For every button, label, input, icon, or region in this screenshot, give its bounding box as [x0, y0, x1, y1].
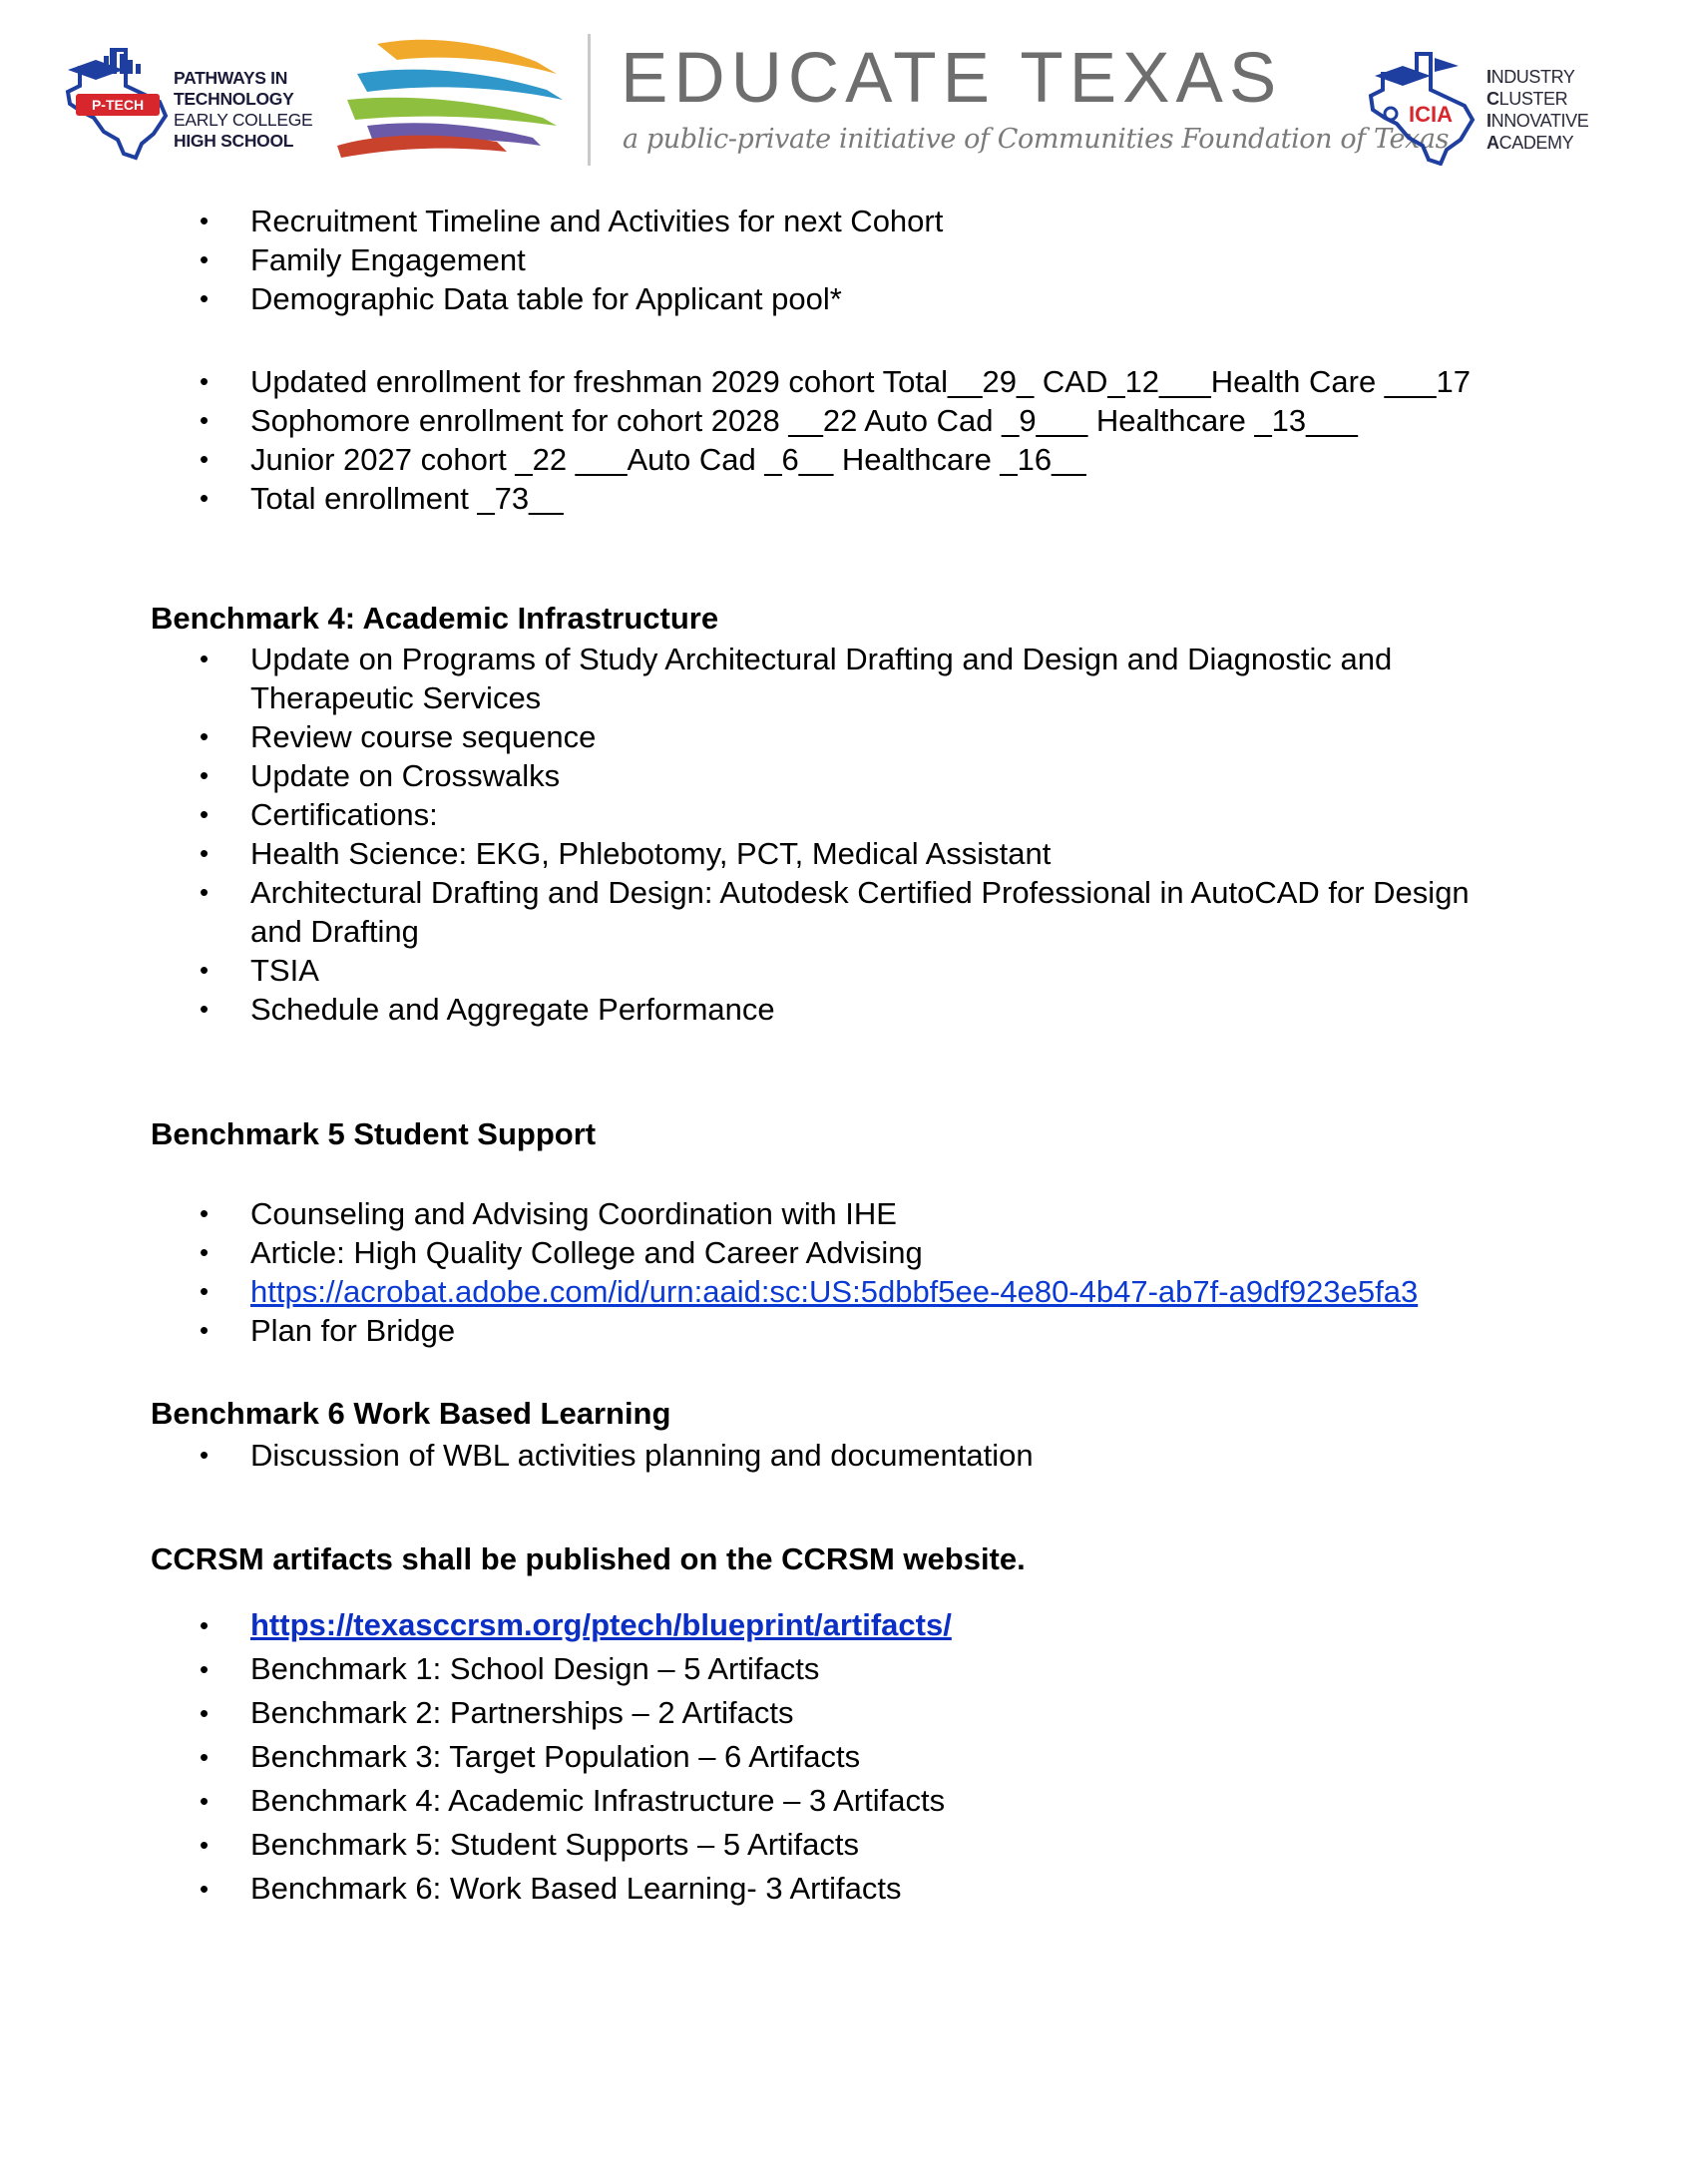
ptech-school-name: [174, 68, 312, 152]
benchmark-4-list: [0, 640, 1696, 1029]
icia-school-name: [1486, 66, 1588, 154]
cohort-list: [0, 202, 1696, 318]
list-item: • Discussion of WBL activities planning and documentation: [0, 1436, 1696, 1475]
icia-texas-logo: [1365, 48, 1483, 166]
icia-line-2: CLUSTER: [1486, 89, 1568, 109]
list-item: [0, 1603, 1696, 1647]
educate-texas-subtitle: a public-private initiative of Communities Foundation of Texas: [623, 124, 1450, 155]
list-item: • Family Engagement: [0, 240, 1696, 279]
list-item: • Counseling and Advising Coordination with IHE: [0, 1194, 1696, 1233]
ptech-line-4: HIGH SCHOOL: [174, 131, 294, 151]
letterhead: [0, 0, 1696, 180]
list-item: • Health Science: EKG, Phlebotomy, PCT, Medical Assistant: [0, 834, 1696, 873]
ptech-line-3: EARLY COLLEGE: [174, 110, 313, 130]
ptech-texas-logo: [62, 46, 172, 161]
list-item: • Recruitment Timeline and Activities for next Cohort: [0, 202, 1696, 240]
ptech-badge-text: P-TECH: [91, 97, 145, 113]
list-item: • Certifications:: [0, 795, 1696, 834]
list-item: • Benchmark 3: Target Population – 6 Artifacts: [0, 1735, 1696, 1779]
icia-line-4: ACADEMY: [1486, 133, 1574, 153]
list-item: • Benchmark 1: School Design – 5 Artifacts: [0, 1647, 1696, 1691]
list-item: • Article: High Quality College and Career Advising: [0, 1233, 1696, 1272]
list-item: • Update on Crosswalks: [0, 756, 1696, 795]
ccrsm-heading: CCRSM artifacts shall be published on the CCRSM website.: [151, 1541, 1026, 1576]
educate-texas-title: EDUCATE TEXAS: [621, 39, 1283, 118]
list-item: • TSIA: [0, 951, 1696, 990]
list-item: • Benchmark 4: Academic Infrastructure – 3 Artifacts: [0, 1779, 1696, 1823]
list-item: • Benchmark 5: Student Supports – 5 Artifacts: [0, 1823, 1696, 1867]
enrollment-list: [0, 362, 1696, 518]
list-item: • Update on Programs of Study Architectural Drafting and Design and Diagnostic and Therapeutic Services: [0, 640, 1696, 717]
educate-texas-swoosh-logo: [337, 34, 567, 164]
acrobat-document-link[interactable]: https://acrobat.adobe.com/id/urn:aaid:sc:US:5dbbf5ee-4e80-4b47-ab7f-a9df923e5fa3: [250, 1274, 1419, 1309]
ptech-line-1: PATHWAYS IN: [174, 68, 288, 88]
icia-badge-text: ICIA: [1409, 102, 1453, 127]
icia-line-3: INNOVATIVE: [1486, 111, 1589, 131]
list-item: • Schedule and Aggregate Performance: [0, 990, 1696, 1029]
list-item: • Total enrollment _73__: [0, 479, 1696, 518]
benchmark-5-heading: Benchmark 5 Student Support: [151, 1116, 597, 1151]
ccrsm-artifacts-link[interactable]: https://texasccrsm.org/ptech/blueprint/artifacts/: [250, 1607, 952, 1642]
list-item: • Benchmark 6: Work Based Learning- 3 Artifacts: [0, 1867, 1696, 1911]
list-item: • Plan for Bridge: [0, 1311, 1696, 1350]
list-item: • Review course sequence: [0, 717, 1696, 756]
benchmark-6-list: [0, 1436, 1696, 1475]
list-item: • Demographic Data table for Applicant pool*: [0, 279, 1696, 318]
list-item: • Updated enrollment for freshman 2029 cohort Total__29_ CAD_12___Health Care ___17: [0, 362, 1696, 401]
list-item: • Sophomore enrollment for cohort 2028 __22 Auto Cad _9___ Healthcare _13___: [0, 401, 1696, 440]
benchmark-4-heading: Benchmark 4: Academic Infrastructure: [151, 601, 719, 636]
list-item: • Benchmark 2: Partnerships – 2 Artifacts: [0, 1691, 1696, 1735]
benchmark-5-list: [0, 1194, 1696, 1350]
ccrsm-artifacts-list: [0, 1603, 1696, 1911]
list-item: • Junior 2027 cohort _22 ___Auto Cad _6__ Healthcare _16__: [0, 440, 1696, 479]
benchmark-6-heading: Benchmark 6 Work Based Learning: [151, 1396, 671, 1431]
header-divider: [588, 34, 591, 166]
list-item: • Architectural Drafting and Design: Autodesk Certified Professional in AutoCAD for Design and Drafting: [0, 873, 1696, 951]
icia-line-1: INDUSTRY: [1486, 67, 1575, 87]
list-item: [0, 1272, 1696, 1311]
ptech-line-2: TECHNOLOGY: [174, 89, 294, 109]
